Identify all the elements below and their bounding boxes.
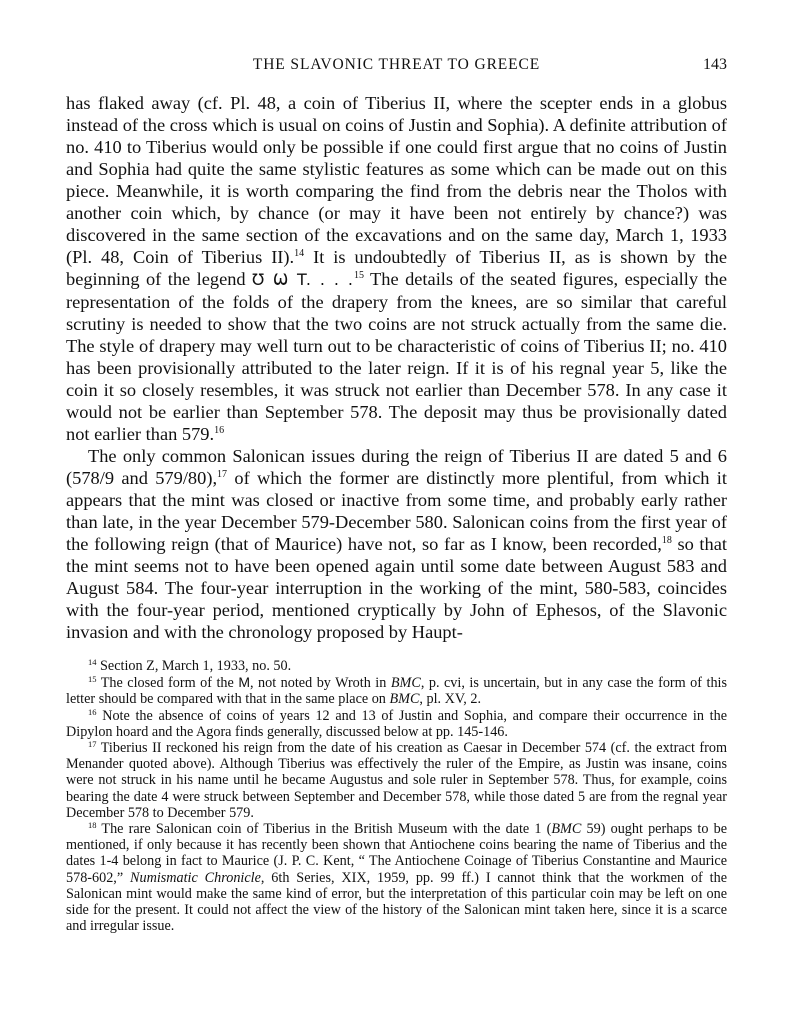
- footnote-text: The rare Salonican coin of Tiberius in the British Museum with the date 1 (: [96, 821, 552, 838]
- footnote-18: [66, 821, 727, 934]
- paragraph-text: of which the former are distinctly more plentiful, from which it appears that the mint was closed or inactive from some time, and probably early rather than late, in the year December 579-December 580. Salonican coins from the first year of the following reign (that of Maurice) have not, so far as I know, been recorded,: [66, 468, 727, 554]
- footnote-text: , not noted by Wroth in: [249, 675, 391, 692]
- running-title: THE SLAVONIC THREAT TO GREECE: [252, 56, 541, 73]
- footnote-14: [66, 658, 727, 674]
- footnote-number: 18: [88, 820, 97, 831]
- paragraph-text: It is undoubtedly of Tiberius II, as is shown by the beginning of the legend: [66, 247, 727, 289]
- letter-form: M: [238, 674, 250, 691]
- footnote-16: [66, 708, 727, 740]
- footnote-15: [66, 674, 727, 707]
- paragraph: [66, 92, 727, 445]
- body-text: [66, 92, 727, 643]
- footnote-ref-15: 15: [353, 270, 364, 281]
- citation-title: BMC: [389, 691, 420, 708]
- citation-title: BMC: [551, 821, 582, 838]
- footnotes: [66, 658, 727, 934]
- footnote-ref-18: 18: [661, 535, 672, 546]
- footnote-ref-17: 17: [217, 469, 228, 480]
- paragraph-text: so that the mint seems not to have been opened again until some date between August 583 and August 584. The four-year interruption in the working of the mint, 580-583, coincides with the four-year period, mentioned cryptically by John of Ephesos, of the Slavonic invasion and with the chronology proposed by Haupt-: [66, 534, 728, 642]
- footnote-text: , 6th Series, XIX, 1959, pp. 99 ff.) I cannot think that the workmen of the Salonican mint would make the same kind of error, but the interpretation of this particular coin may be left on one side for the present. It could not affect the view of the history of the Salonican mint taken here, since it is a scarce and irregular issue.: [66, 869, 727, 935]
- footnote-number: 15: [88, 674, 97, 685]
- footnote-text: , p. cvi, is uncertain, but in any case the form of this letter should be compared with that in the same place on: [66, 675, 728, 708]
- paragraph-text: The only common Salonican issues during the reign of Tiberius II are dated 5 and 6 (578/9 and 579/80),: [66, 446, 727, 488]
- paragraph-text: has flaked away (cf. Pl. 48, a coin of Tiberius II, where the scepter ends in a globus instead of the cross which is usual on coins of Justin and Sophia). A definite attribution of no. 410 to Tiberius would only be possible if one could first argue that no coins of Justin and Sophia had quite the same stylistic features as some which can be made out on this piece. Meanwhile, it is worth comparing the find from the debris near the Tholos with another coin which, by chance (or may it have been not entirely by chance?) was discovered in the same section of the excavations and on the same day, March 1, 1933 (Pl. 48, Coin of Tiberius II).: [66, 93, 727, 267]
- footnote-number: 17: [88, 739, 97, 750]
- footnote-number: 14: [88, 657, 97, 667]
- footnote-text: Section Z, March 1, 1933, no. 50.: [96, 658, 292, 674]
- footnote-text: , pl. XV, 2.: [419, 691, 482, 708]
- coin-legend-glyphs: Ʊ Ѡ T. . . .: [252, 270, 354, 289]
- citation-title: Numismatic Chronicle: [130, 869, 261, 886]
- footnote-number: 16: [88, 706, 97, 717]
- footnote-text: The closed form of the: [96, 675, 239, 692]
- citation-title: BMC: [390, 675, 421, 692]
- footnote-text: 59) ought perhaps to be mentioned, if only because it has recently been shown that Antiochene coins bearing the name of Tiberius and the dates 1-4 belong in fact to Maurice (J. P. C. Kent, “ The Antiochene Coinage of Tiberius Constantine and Maurice 578-602,”: [66, 821, 727, 886]
- running-header: [66, 56, 727, 80]
- footnote-text: Note the absence of coins of years 12 and 13 of Justin and Sophia, and compare their occurrence in the Dipylon hoard and the Agora finds generally, discussed below at pp. 145-146.: [66, 707, 727, 740]
- footnote-ref-16: 16: [214, 425, 225, 436]
- page-number: 143: [703, 56, 727, 73]
- footnote-text: Tiberius II reckoned his reign from the date of his creation as Caesar in December 574 (cf. the extract from Menander quoted above). Although Tiberius was effectively the ruler of the Empire, as Justin was insane, coins were not struck in his name until he became Augustus and sole ruler in September 578. Thus, for example, coins bearing the date 4 were struck between September and December 578, while those dated 5 are from the regnal year December 578 to December 579.: [66, 740, 727, 821]
- paragraph-text: The details of the seated figures, especially the representation of the folds of the drapery from the knees, are so similar that careful scrutiny is needed to show that the two coins are not struck actually from the same die. The style of drapery may well turn out to be characteristic of coins of Tiberius II; no. 410 has been provisionally attributed to the later reign. If it is of his regnal year 5, like the coin it so closely resembles, it was struck not earlier than December 578. In any case it would not be earlier than September 578. The deposit may thus be provisionally dated not earlier than 579.: [66, 269, 727, 444]
- footnote-17: [66, 740, 727, 821]
- footnote-ref-14: 14: [294, 248, 305, 259]
- paragraph: [66, 445, 727, 643]
